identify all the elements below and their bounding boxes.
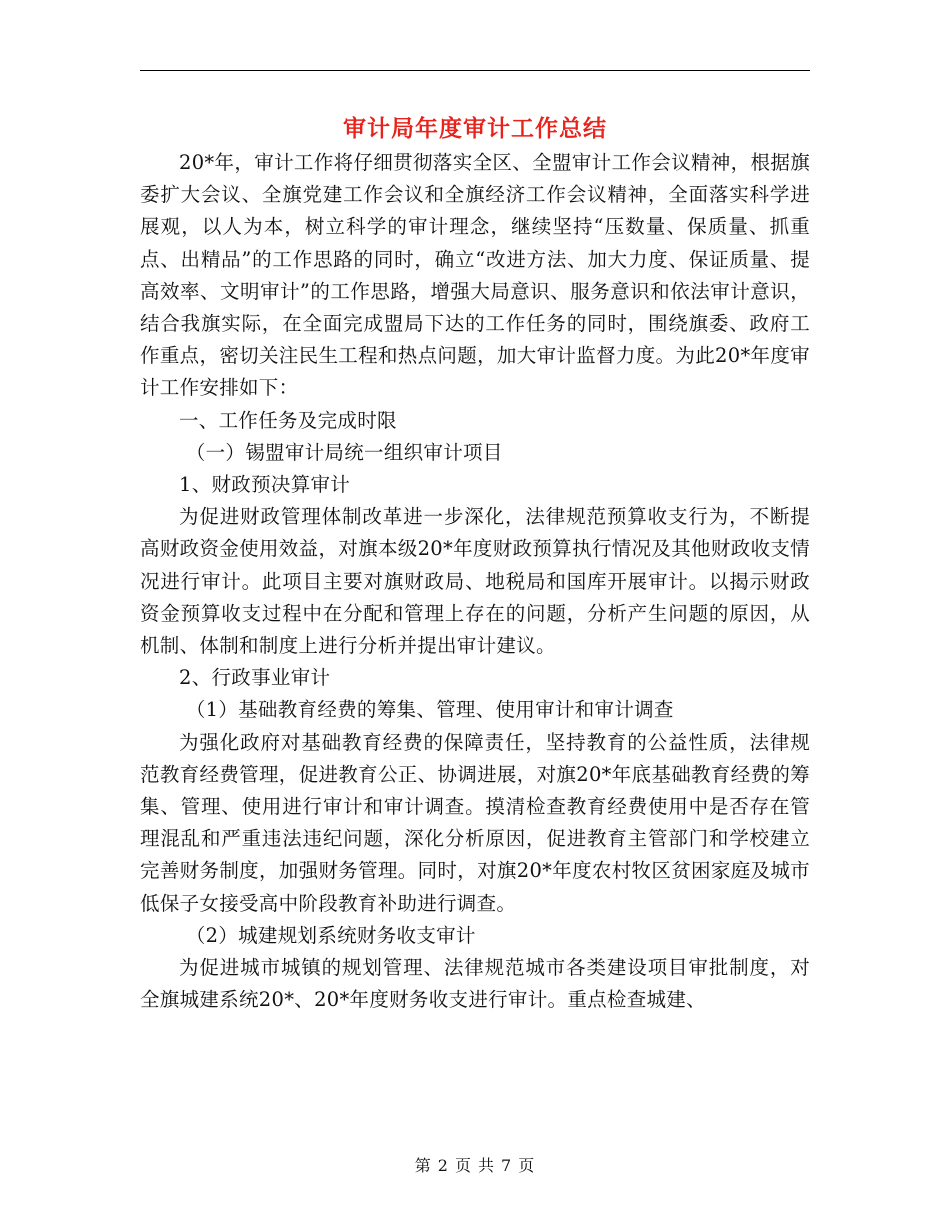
- subitem-heading-education-funds: （1）基础教育经费的筹集、管理、使用审计和审计调查: [185, 698, 674, 722]
- footer-prefix: 第: [414, 1156, 432, 1175]
- footer-page-number: 2: [437, 1156, 449, 1175]
- section-heading-tasks: 一、工作任务及完成时限: [179, 408, 397, 432]
- document-title: 审计局年度审计工作总结: [343, 116, 607, 142]
- paragraph-urban-planning: 为促进城市城镇的规划管理、法律规范城市各类建设项目审批制度，对全旗城建系统20*、20*年度财务收支进行审计。重点检查城建、: [140, 956, 810, 1012]
- footer-total-pages: 7: [501, 1156, 513, 1175]
- paragraph-intro: 20*年，审计工作将仔细贯彻落实全区、全盟审计工作会议精神，根据旗委扩大会议、全旗党建工作会议和全旗经济工作会议精神，全面落实科学进展观，以人为本，树立科学的审计理念，继续坚持“压数量、保质量、抓重点、出精品”的工作思路的同时，确立“改进方法、加大力度、保证质量、提高效率、文明审计”的工作思路，增强大局意识、服务意识和依法审计意识，结合我旗实际，在全面完成盟局下达的工作任务的同时，围绕旗委、政府工作重点，密切关注民生工程和热点问题，加大审计监督力度。为此20*年度审计工作安排如下：: [140, 151, 810, 400]
- paragraph-education-funds: 为强化政府对基础教育经费的保障责任，坚持教育的公益性质，法律规范教育经费管理，促进教育公正、协调进展，对旗20*年底基础教育经费的筹集、管理、使用进行审计和审计调查。摸清检查教育经费使用中是否存在管理混乱和严重违法违纪问题，深化分析原因，促进教育主管部门和学校建立完善财务制度，加强财务管理。同时，对旗20*年度农村牧区贫困家庭及城市低保子女接受高中阶段教育补助进行调查。: [140, 730, 810, 915]
- paragraph-fiscal-audit: 为促进财政管理体制改革进一步深化，法律规范预算收支行为，不断提高财政资金使用效益，对旗本级20*年度财政预算执行情况及其他财政收支情况进行审计。此项目主要对旗财政局、地税局和国库开展审计。以揭示财政资金预算收支过程中在分配和管理上存在的问题，分析产生问题的原因，从机制、体制和制度上进行分析并提出审计建议。: [140, 505, 810, 658]
- footer-total-prefix: 共: [478, 1156, 496, 1175]
- header-rule: [140, 70, 810, 71]
- page-footer: [0, 1153, 950, 1176]
- item-heading-fiscal-audit: 1、财政预决算审计: [179, 473, 351, 497]
- footer-page-suffix: 页: [454, 1156, 472, 1175]
- subitem-heading-urban-planning: （2）城建规划系统财务收支审计: [185, 923, 476, 947]
- document-body: [140, 147, 810, 1016]
- footer-total-suffix: 页: [518, 1156, 536, 1175]
- subsection-heading-league-audit: （一）锡盟审计局统一组织审计项目: [185, 440, 503, 464]
- item-heading-admin-audit: 2、行政事业审计: [179, 666, 331, 690]
